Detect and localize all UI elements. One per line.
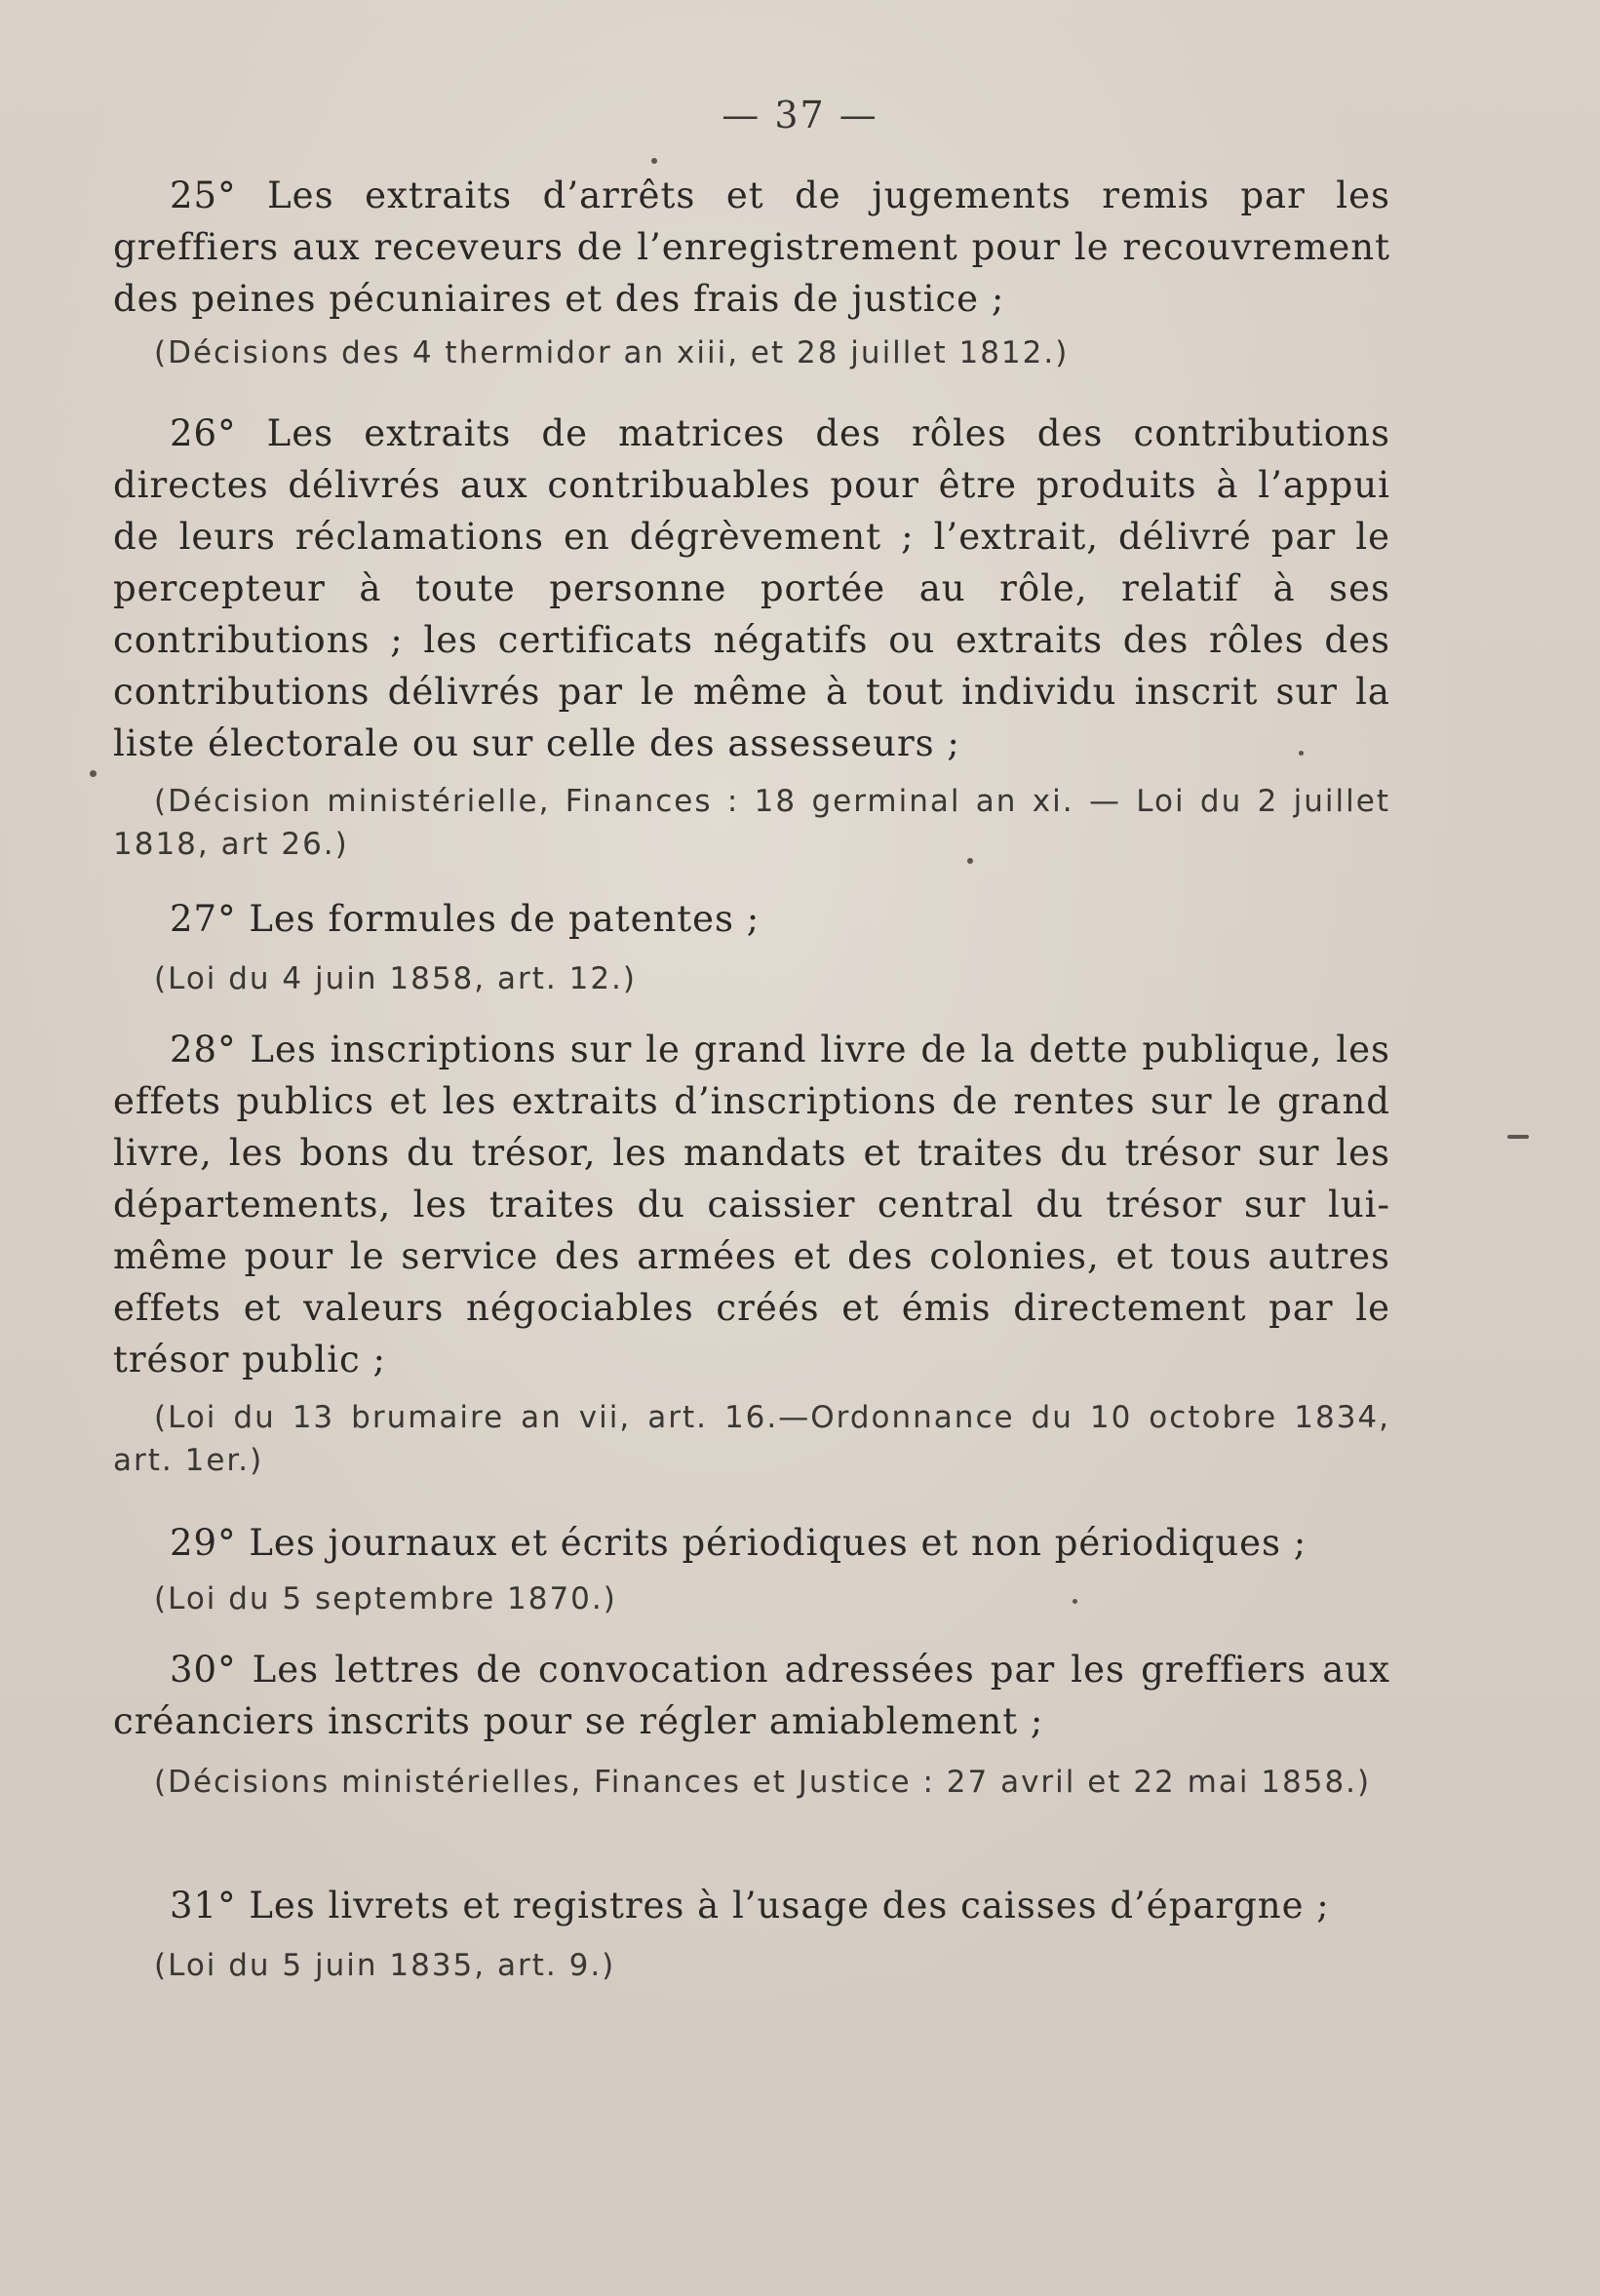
scan-speck	[651, 158, 657, 164]
article-31-citation: (Loi du 5 juin 1835, art. 9.)	[154, 1948, 616, 1983]
article-30-citation: (Décisions ministérielles, Finances et Justice : 27 avril et 22 mai 1858.)	[154, 1765, 1372, 1800]
scan-speck	[967, 858, 973, 864]
article-25-text: 25° Les extraits d’arrêts et de jugements remis par les greffiers aux receveurs de l’enregistrement pour le recouvrement des peines pécuniaires et des frais de justice ;	[113, 175, 1390, 320]
scan-speck	[90, 770, 97, 777]
article-25-citation: (Décisions des 4 thermidor an xiii, et 28 juillet 1812.)	[154, 335, 1070, 370]
scan-speck	[1073, 1599, 1077, 1604]
page-number: — 37 —	[722, 94, 878, 136]
article-27-text: 27° Les formules de patentes ;	[170, 898, 761, 940]
scan-speck	[1299, 751, 1304, 756]
article-28-citation: (Loi du 13 brumaire an vii, art. 16.—Ordonnance du 10 octobre 1834, art. 1er.)	[113, 1400, 1390, 1478]
scan-mark	[1507, 1135, 1529, 1139]
article-26-citation: (Décision ministérielle, Finances : 18 germinal an xi. — Loi du 2 juillet 1818, art 26.)	[113, 784, 1390, 862]
article-29-text: 29° Les journaux et écrits périodiques et non périodiques ;	[170, 1522, 1307, 1564]
article-31-text: 31° Les livrets et registres à l’usage des caisses d’épargne ;	[170, 1885, 1330, 1926]
article-28-text: 28° Les inscriptions sur le grand livre de la dette publique, les effets publics et les extraits d’inscriptions de rentes sur le grand livre, les bons du trésor, les mandats et traites du trésor sur les départements, les traites du caissier central du trésor sur lui-même pour le service des armées et des colonies, et tous autres effets et valeurs négociables créés et émis directement par le trésor public ;	[113, 1029, 1390, 1381]
article-26-text: 26° Les extraits de matrices des rôles des contributions directes délivrés aux contribuables pour être produits à l’appui de leurs réclamations en dégrèvement ; l’extrait, délivré par le percepteur à toute personne portée au rôle, relatif à ses contributions ; les certificats négatifs ou extraits des rôles des contributions délivrés par le même à tout individu inscrit sur la liste électorale ou sur celle des assesseurs ;	[113, 412, 1390, 764]
article-30-text: 30° Les lettres de convocation adressées par les greffiers aux créanciers inscrits pour se régler amiablement ;	[113, 1649, 1390, 1742]
article-27-citation: (Loi du 4 juin 1858, art. 12.)	[154, 961, 637, 996]
article-29-citation: (Loi du 5 septembre 1870.)	[154, 1581, 617, 1616]
